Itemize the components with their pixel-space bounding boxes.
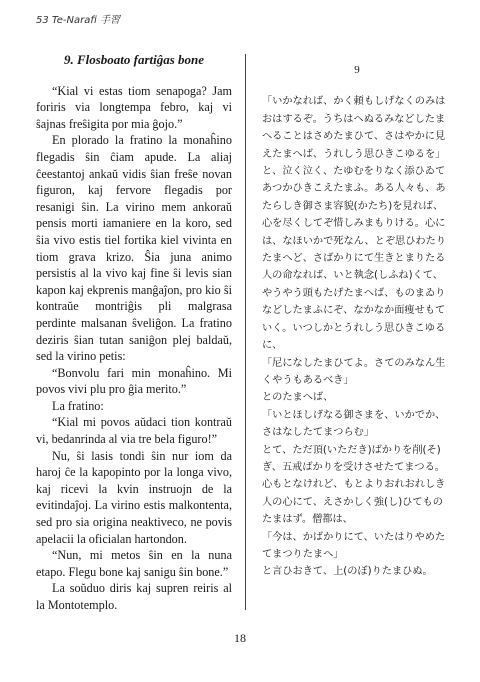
paragraph: “Nun, mi metos ŝin en la nuna etapo. Flegu bone kaj sanigu ŝin bone.” bbox=[36, 548, 232, 579]
paragraph: “Kial mi povos aŭdaci tion kontraŭ vi, bedanrinda al via tre bela figuro!” bbox=[36, 415, 232, 447]
chapter-title: 9. Flosboato fartiĝas bone bbox=[63, 52, 205, 67]
paragraph: 「いかなれば、かく頼もしげなくのみはおはするぞ。うちはへぬるみなどしたまへることはさめたまひて、さはやかに見えたまへば、うれしう思ひきこゆるを」 bbox=[262, 96, 446, 160]
paragraph: En plorado la fratino la monaĥino flegadis ŝin ĉiam apude. La aliaj ĉeestantoj ankaŭ vidis ŝian freŝe novan figuron, kaj fervore flegadis por resanigi ŝin. La virino mem ankoraŭ pensis morti iamaniere en la koro, sed ŝia vivo estis tiel fortika kiel vivinta en tiom grava krizo. Ŝia juna animo persistis al la vivo kaj fine ŝi levis sian kapon kaj ekprenis manĝaĵon, pro kio ŝi kontraŭe montriĝis pli malgrasa perdinte malsanan ŝveliĝon. La fratino deziris ŝian tutan saniĝon plej baldaŭ, sed la virino petis: bbox=[36, 133, 232, 364]
paragraph: とて、ただ頂(いただき)ばかりを削(そ)ぎ、五戒ばかりを受けさせたてまつる。心もとなけれど、もとよりおれおれしき人の心にて、えさかしく強(し)ひてものたまはず。僧都は、 bbox=[262, 444, 446, 526]
paragraph: “Kial vi estas tiom senapoga? Jam foriris via longtempa febro, kaj vi ŝajnas freŝigita por mia ĝojo.” bbox=[36, 83, 232, 131]
paragraph: 「いとほしげなる御さまを、いかでか、さはなしたてまつらむ」 bbox=[262, 409, 446, 439]
paragraph: 「今は、かばかりにて、いたはりやめたてまつりたまへ」 bbox=[262, 531, 446, 560]
japanese-column bbox=[262, 62, 452, 581]
paragraph: Nu, ŝi lasis tondi ŝin nur iom da haroj ĉe la kapopinto por la longa vivo, kaj ricevi la kvin instruojn de la evitindaĵoj. La virino estis malkontenta, sed pro sia origina neaktiveco, ne povis apelacii la oficialan hartondon. bbox=[36, 448, 232, 546]
paragraph: La soŭduo diris kaj supren reiris al la Montotemplo. bbox=[36, 581, 232, 612]
paragraph: と言ひおきて、上(のぼ)りたまひぬ。 bbox=[262, 566, 433, 578]
page-number: 18 bbox=[234, 631, 246, 645]
running-head: 53 Te-Narafi 手習 bbox=[36, 15, 121, 26]
chapter-number: 9 bbox=[354, 64, 360, 76]
paragraph: 「尼になしたまひてよ。さてのみなん生くやうもあるべき」 bbox=[262, 357, 446, 386]
paragraph: と、泣く泣く、たゆむをりなく添ひゐてあつかひきこえたまふ。ある人々も、あたらしき御さま容貌(かたち)を見れば、心を尽くしてぞ惜しみまもりける。心には、なほいかで死なん、とぞ思ひわたりたまへど、さばかりにて生きとまりたる人の命なれば、いと執念(しふね)くて、やうやう頭もたげたまへば、ものまゐりなどしたまふにぞ、なかなか面痩せもていく。いつしかとうれしう思ひきこゆるに、 bbox=[262, 166, 446, 352]
paragraph: “Bonvolu fari min monaĥino. Mi povos vivi plu pro ĝia merito.” bbox=[36, 365, 232, 397]
esperanto-column bbox=[36, 52, 232, 614]
column-divider bbox=[245, 54, 246, 610]
paragraph: とのたまへば、 bbox=[262, 392, 334, 404]
paragraph: La fratino: bbox=[52, 398, 104, 413]
